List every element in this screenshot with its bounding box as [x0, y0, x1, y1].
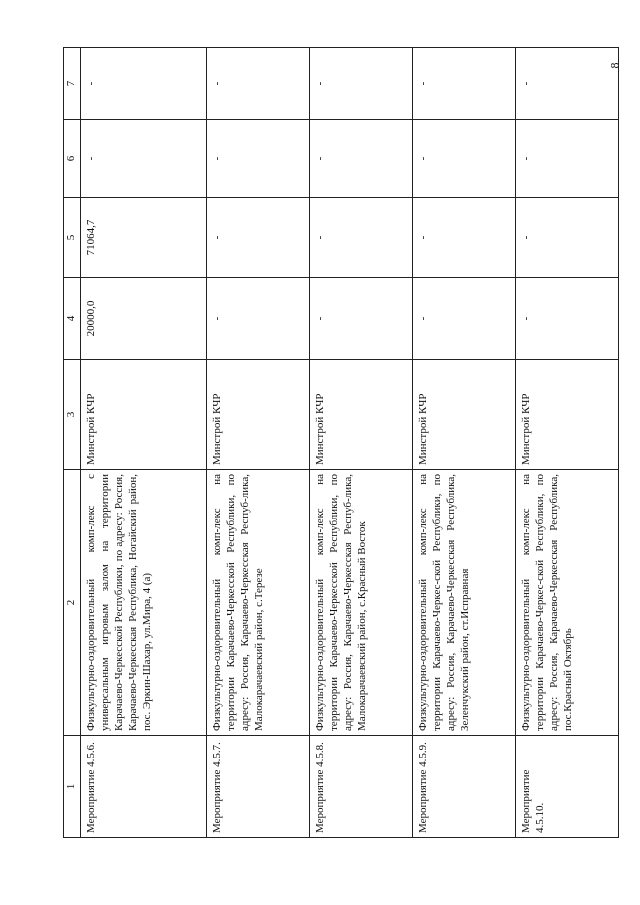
column-header: 3 [64, 360, 81, 470]
table-row [310, 48, 413, 838]
column-header: 4 [64, 278, 81, 360]
value-cell-col5: - [516, 198, 619, 278]
value-cell-col4: 20000,0 [81, 278, 207, 360]
executor-cell: Минстрой КЧР [81, 360, 207, 470]
column-header: 5 [64, 198, 81, 278]
page-number: 8 [607, 62, 622, 69]
column-header: 7 [64, 48, 81, 120]
table-row [413, 48, 516, 838]
measures-table [63, 47, 619, 838]
value-cell-col4: - [516, 278, 619, 360]
value-cell-col6: - [310, 120, 413, 198]
description-cell: Физкультурно-оздоровительный комп-лекс на территории Карачаево-Черкесской Республики, по адресу: Россия, Карачаево-Черкесская Респуб-лика, Малокарачаевский район, с.Терезе [207, 470, 310, 736]
rotated-table-wrapper [63, 48, 619, 838]
value-cell-col5: - [310, 198, 413, 278]
value-cell-col7: - [310, 48, 413, 120]
column-header: 6 [64, 120, 81, 198]
value-cell-col4: - [207, 278, 310, 360]
table-row [516, 48, 619, 838]
column-header: 2 [64, 470, 81, 736]
table-row [81, 48, 207, 838]
description-cell: Физкультурно-оздоровительный комп-лекс на территории Карачаево-Черкес-ской Республики, по адресу: Россия, Карачаево-Черкесская Республика, Зеленчукский район, ст.Исправная [413, 470, 516, 736]
value-cell-col6: - [413, 120, 516, 198]
column-header: 1 [64, 736, 81, 838]
event-cell: Мероприятие 4.5.10. [516, 736, 619, 838]
value-cell-col7: - [81, 48, 207, 120]
executor-cell: Минстрой КЧР [207, 360, 310, 470]
value-cell-col5: - [413, 198, 516, 278]
value-cell-col7: - [413, 48, 516, 120]
description-cell: Физкультурно-оздоровительный комп-лекс на территории Карачаево-Черкес-ской Республики, по адресу: Россия, Карачаево-Черкесская Республика, пос.Красный Октябрь [516, 470, 619, 736]
table-header-row [64, 48, 81, 838]
executor-cell: Минстрой КЧР [413, 360, 516, 470]
event-cell: Мероприятие 4.5.9. [413, 736, 516, 838]
event-cell: Мероприятие 4.5.8. [310, 736, 413, 838]
value-cell-col6: - [207, 120, 310, 198]
value-cell-col5: - [207, 198, 310, 278]
event-cell: Мероприятие 4.5.7. [207, 736, 310, 838]
value-cell-col4: - [310, 278, 413, 360]
value-cell-col7: - [207, 48, 310, 120]
value-cell-col6: - [81, 120, 207, 198]
executor-cell: Минстрой КЧР [310, 360, 413, 470]
event-cell: Мероприятие 4.5.6. [81, 736, 207, 838]
description-cell: Физкультурно-оздоровительный комп-лекс на территории Карачаево-Черкесской Республики, по адресу: Россия, Карачаево-Черкесская Респуб-лика, Малокарачаевский район, с.Красный Восток [310, 470, 413, 736]
description-cell: Физкультурно-оздоровительный комп-лекс с универсальным игровым залом на территории Карачаево-Черкесской Республики, по адресу: Россия, Карачаево-Черкесская Республика, Ногайский район, пос. Эркин-Шахар, ул.Мира, 4 (а) [81, 470, 207, 736]
value-cell-col5: 71064,7 [81, 198, 207, 278]
value-cell-col6: - [516, 120, 619, 198]
table-row [207, 48, 310, 838]
value-cell-col7: - [516, 48, 619, 120]
executor-cell: Минстрой КЧР [516, 360, 619, 470]
value-cell-col4: - [413, 278, 516, 360]
